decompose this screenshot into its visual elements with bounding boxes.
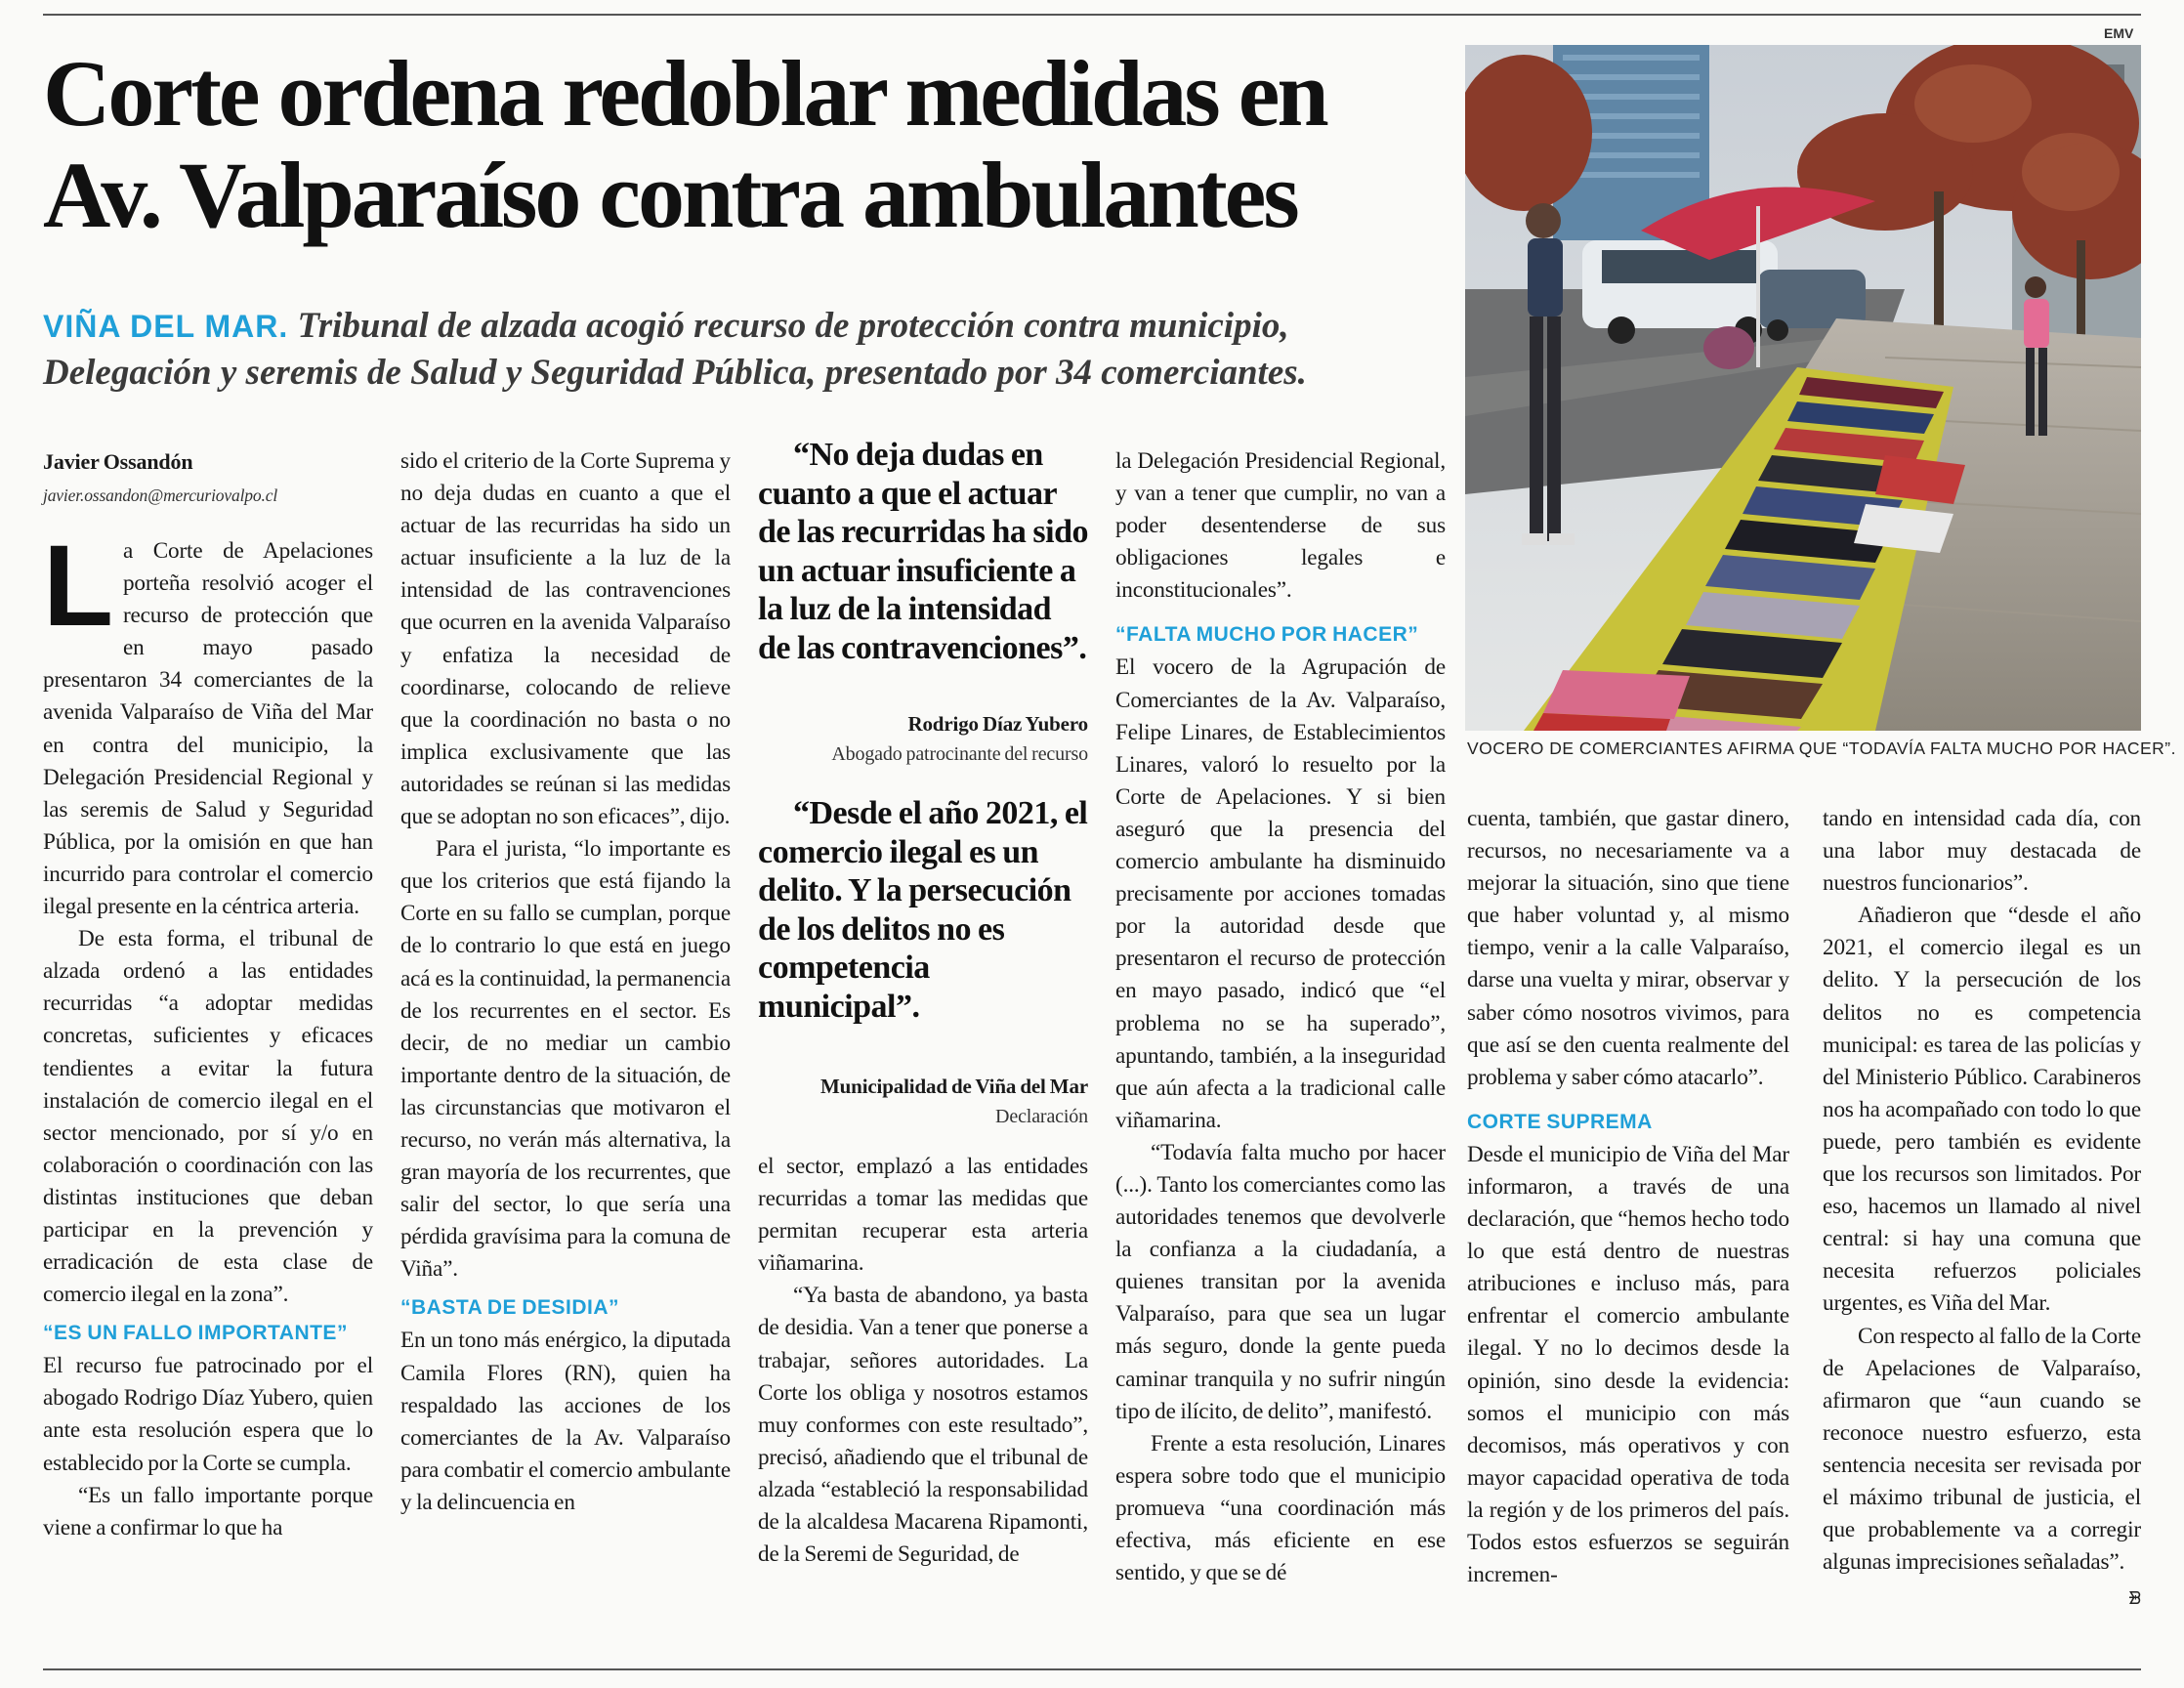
paragraph: “Ya basta de abandono, ya basta de desidia. Van a tener que ponerse a trabajar, señores autoridades. La Corte los obliga y nosotros estamos muy conformes con este resultado”, precisó, añadiendo que el tribunal de alzada “estableció la responsabilidad de la alcaldesa Macarena Ripamonti, de la Seremi de Seguridad, de (758, 1283, 1088, 1568)
quote-attribution-name: Rodrigo Díaz Yubero (907, 712, 1088, 736)
paragraph: Frente a esta resolución, Linares espera sobre todo que el municipio promueva “una coordinación más efectiva, más eficiente en ese sentido, y que se dé (1115, 1430, 1446, 1586)
dateline-place: VIÑA DEL MAR. (43, 309, 289, 344)
quote-attribution-role: Abogado patrocinante del recurso (831, 743, 1088, 765)
column-6 (1823, 803, 2141, 1615)
photo-illustration (1465, 45, 2141, 731)
street-vendors-photo (1465, 45, 2141, 731)
column-1 (43, 445, 373, 1544)
drop-cap: L (43, 522, 113, 651)
pull-quote: “Desde el año 2021, el comercio ilegal es un delito. Y la persecución de los delitos no es competencia municipal”. (758, 795, 1088, 1025)
top-rule (43, 14, 2141, 16)
photo-caption: VOCERO DE COMERCIANTES AFIRMA QUE “TODAVÍA FALTA MUCHO POR HACER”. (1467, 738, 2176, 758)
paragraph: El vocero de la Agrupación de Comerciantes de la Av. Valparaíso, Felipe Linares, de Establecimientos Linares, valoró lo resuelto por la Corte de Apelaciones. Y si bien aseguró que la presencia del comercio ambulante ha disminuido precisamente por acciones tomadas por la autoridad desde que presentaron el recurso de protección en mayo pasado, indicó que “el problema no se ha superado”, apuntando, también, a la inseguridad que aún afecta a la tradicional calle viñamarina. (1115, 654, 1446, 1133)
paragraph: el sector, emplazó a las entidades recurridas a tomar las medidas que permitan recuperar esta arteria viñamarina. (758, 1154, 1088, 1277)
paragraph: la Delegación Presidencial Regional, y van a tener que cumplir, no van a poder desentenderse de sus obligaciones legales e inconstitucionales”. (1115, 448, 1446, 604)
quote-attribution-role: Declaración (995, 1106, 1088, 1127)
paragraph: Para el jurista, “lo importante es que los criterios que está fijando la Corte en su fallo se cumplan, porque de lo contrario lo que está en juego acá es la continuidad, la permanencia de los recurrentes en el sector. Es decir, de no mediar un cambio importante dentro de la situación, de las circunstancias que motivaron el recurso, no verán más alternativa, la gran mayoría de los recurrentes, que salir del sector, lo que sería una pérdida gravísima para la comuna de Viña”. (400, 836, 731, 1283)
pull-quote: “No deja dudas en cuanto a que el actuar de las recurridas ha sido un actuar insuficiente a la luz de la intensidad de las contravenciones”. (758, 437, 1089, 666)
section-heading: “FALTA MUCHO POR HACER” (1115, 623, 1419, 647)
section-heading: “BASTA DE DESIDIA” (400, 1296, 620, 1320)
paragraph: Desde el municipio de Viña del Mar informaron, a través de una declaración, que “hemos hecho todo lo que está dentro de nuestras atribuciones e incluso más, para enfrentar el comercio ambulante ilegal. Y no lo decimos desde la opinión, sino desde la evidencia: somos el municipio con más decomisos, más operativos y con mayor capacidad operativa de toda la región y de los primeros del país. Todos estos esfuerzos se seguirán incremen- (1467, 1141, 1789, 1588)
end-mark-icon: ᗾ (2128, 1588, 2141, 1610)
section-heading: CORTE SUPREMA (1467, 1110, 1653, 1133)
paragraph: cuenta, también, que gastar dinero, recursos, no necesariamente va a mejorar la situación, sino que tiene que haber voluntad y, al mismo tiempo, venir a la calle Valparaíso, darse una vuelta y mirar, observar y saber cómo nosotros vivimos, para que así se den cuenta realmente del problema y saber cómo atacarlo”. (1467, 806, 1789, 1090)
paragraph: Con respecto al fallo de la Corte de Apelaciones de Valparaíso, afirmaron que “aun cuando se reconoce nuestro esfuerzo, esta sentencia necesita ser revisada por el máximo tribunal de justicia, el que probablemente va a corregir algunas imprecisiones señaladas”. ᗾ (1823, 1321, 2141, 1580)
byline-author: Javier Ossandón (43, 449, 193, 474)
column-5 (1467, 803, 1789, 1591)
column-2 (400, 445, 731, 1519)
lead-paragraph: La Corte de Apelaciones porteña resolvió acoger el recurso de protección que en mayo pasado presentaron 34 comerciantes de la avenida Valparaíso de Viña del Mar en contra del municipio, la Delegación Presidencial Regional y las seremis de Salud y Seguridad Pública, por la omisión en que han incurrido para controlar el comercio ilegal presente en la céntrica arteria. (43, 522, 373, 920)
subheadline (43, 303, 1449, 397)
paragraph: “Es un fallo importante porque viene a confirmar lo que ha (43, 1482, 373, 1540)
bottom-rule (43, 1668, 2141, 1670)
section-heading: “ES UN FALLO IMPORTANTE” (43, 1322, 348, 1345)
paragraph: Añadieron que “desde el año 2021, el comercio ilegal es un delito. Y la persecución de los delitos no es competencia municipal: es tarea de las policías y del Ministerio Público. Carabineros nos ha acompañado con todo lo que puede, pero también es evidente que los recursos son limitados. Por eso, hacemos un llamado al nivel central: si hay una comuna que necesita refuerzos policiales urgentes, es Viña del Mar. (1823, 903, 2141, 1317)
column-3 (758, 436, 1088, 1571)
paragraph: tando en intensidad cada día, con una labor muy destacada de nuestros funcionarios”. (1823, 806, 2141, 897)
quote-attribution-name: Municipalidad de Viña del Mar (819, 1075, 1088, 1098)
headline: Corte ordena redoblar medidas en Av. Valparaíso contra ambulantes (43, 41, 1326, 247)
paragraph: El recurso fue patrocinado por el abogado Rodrigo Díaz Yubero, quien ante esta resolución espera que lo establecido por la Corte se cumpla. (43, 1353, 373, 1476)
subheadline-text: Tribunal de alzada acogió recurso de protección contra municipio, Delegación y seremis de Salud y Seguridad Pública, presentado por 34 comerciantes. (43, 306, 1307, 393)
photo-credit: EMV (2104, 25, 2134, 41)
paragraph: “Todavía falta mucho por hacer (...). Tanto los comerciantes como las autoridades tenemos que devolverle la confianza a la ciudadanía, a quienes transitan por la avenida Valparaíso, para que sea un lugar más seguro, donde la gente pueda caminar tranquila y no sufrir ningún tipo de ilícito, de delito”, manifestó. (1115, 1139, 1446, 1424)
column-4 (1115, 445, 1446, 1589)
paragraph: De esta forma, el tribunal de alzada ordenó a las entidades recurridas “a adoptar medidas concretas, suficientes y eficaces tendientes a evitar la futura instalación de comercio ilegal en el sector mencionado, por sí y/o en colaboración o coordinación con las distintas instituciones que deban participar en la prevención y erradicación de esta clase de comercio ilegal en la zona”. (43, 926, 373, 1308)
paragraph: sido el criterio de la Corte Suprema y no deja dudas en cuanto a que el actuar de las recurridas ha sido un actuar insuficiente a la luz de la intensidad de las contravenciones que ocurren en la avenida Valparaíso y enfatiza la necesidad de coordinarse, colocando de relieve que la coordinación no basta o no implica exclusivamente que las autoridades se reúnan si las medidas que se adoptan no son eficaces”, dijo. (400, 448, 731, 830)
byline-email[interactable]: javier.ossandon@mercuriovalpo.cl (43, 485, 278, 505)
paragraph: En un tono más enérgico, la diputada Camila Flores (RN), quien ha respaldado las acciones de los comerciantes de la Av. Valparaíso para combatir el comercio ambulante y la delincuencia en (400, 1328, 731, 1515)
